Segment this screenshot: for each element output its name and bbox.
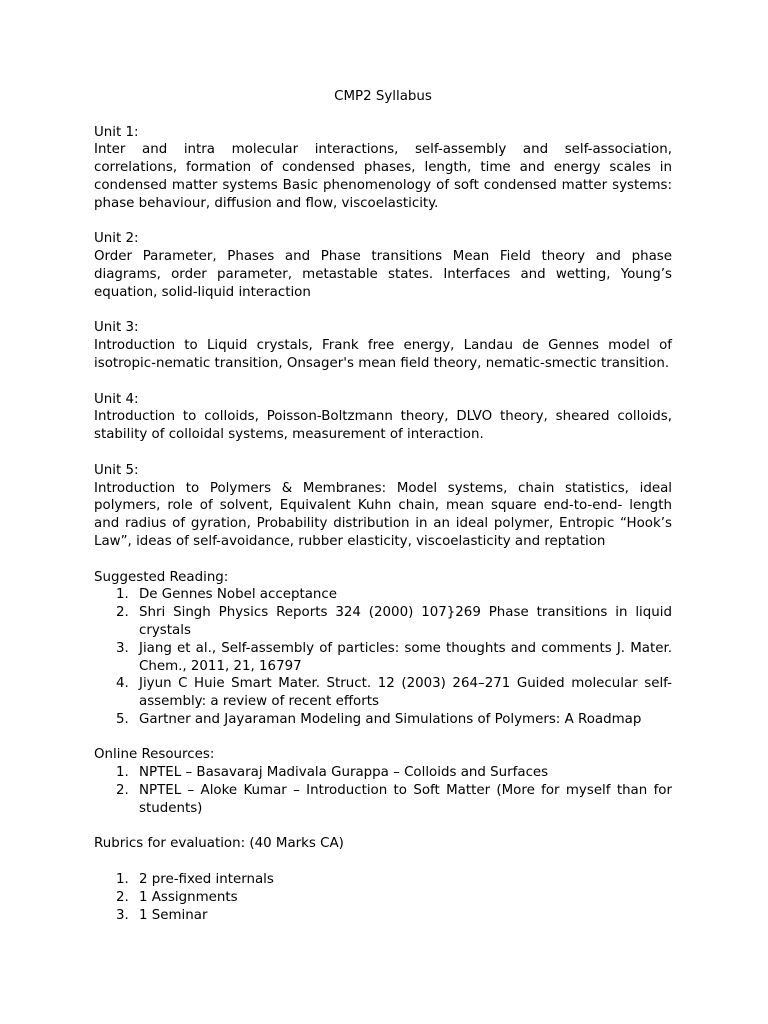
reading-list <box>94 586 672 728</box>
unit-text: Order Parameter, Phases and Phase transitions Mean Field theory and phase diagrams, order parameter, metastable states. Interfaces and wetting, Young’s equation, solid-liquid interaction <box>94 249 672 300</box>
list-number: 1. <box>116 872 129 888</box>
unit-text: Introduction to Polymers & Membranes: Model systems, chain statistics, ideal polymers, role of solvent, Equivalent Kuhn chain, mean square end-to-end- length and radius of gyration, Probability distribution in an ideal polymer, Entropic “Hook’s Law”, ideas of self-avoidance, rubber elasticity, viscoelasticity and reptation <box>94 480 672 549</box>
list-item <box>94 889 672 907</box>
unit-4 <box>94 391 672 444</box>
list-number: 1. <box>116 587 129 603</box>
rubrics <box>94 835 672 924</box>
unit-heading: Unit 5: <box>94 462 139 478</box>
list-item <box>94 586 672 604</box>
unit-2 <box>94 230 672 301</box>
list-item-text: Gartner and Jayaraman Modeling and Simulations of Polymers: A Roadmap <box>139 711 642 727</box>
list-number: 5. <box>116 711 129 727</box>
list-item-text: 2 pre-fixed internals <box>139 872 274 888</box>
rubrics-list <box>94 871 672 924</box>
list-number: 2. <box>116 783 129 799</box>
list-item-text: Shri Singh Physics Reports 324 (2000) 107}269 Phase transitions in liquid crystals <box>139 605 672 638</box>
unit-5 <box>94 462 672 551</box>
list-number: 2. <box>116 889 129 905</box>
resources-list <box>94 764 672 817</box>
list-item-text: NPTEL – Aloke Kumar – Introduction to Soft Matter (More for myself than for students) <box>139 783 672 816</box>
unit-heading: Unit 2: <box>94 231 139 247</box>
unit-1 <box>94 124 672 213</box>
unit-text: Inter and intra molecular interactions, self-assembly and self-association, correlations, formation of condensed phases, length, time and energy scales in condensed matter systems Basic phenomenology of soft condensed matter systems: phase behaviour, diffusion and flow, viscoelasticity. <box>94 142 672 211</box>
document-page <box>94 88 672 924</box>
list-item <box>94 871 672 889</box>
list-item-text: Jiang et al., Self-assembly of particles: some thoughts and comments J. Mater. Chem., 2011, 21, 16797 <box>139 640 672 674</box>
list-number: 3. <box>116 640 129 656</box>
list-number: 3. <box>116 907 129 923</box>
list-number: 2. <box>116 605 129 621</box>
list-item <box>94 782 672 818</box>
list-item <box>94 764 672 782</box>
section-heading: Suggested Reading: <box>94 569 229 585</box>
list-item <box>94 907 672 925</box>
list-number: 1. <box>116 765 129 781</box>
unit-3 <box>94 319 672 372</box>
list-item <box>94 711 672 729</box>
unit-heading: Unit 1: <box>94 124 139 140</box>
list-item-text: 1 Seminar <box>139 907 208 923</box>
document-title: CMP2 Syllabus <box>334 89 432 104</box>
section-heading: Online Resources: <box>94 747 215 763</box>
section-heading: Rubrics for evaluation: (40 Marks CA) <box>94 836 344 852</box>
list-item <box>94 675 672 711</box>
unit-text: Introduction to colloids, Poisson-Boltzmann theory, DLVO theory, sheared colloids, stability of colloidal systems, measurement of interaction. <box>94 409 672 443</box>
list-number: 4. <box>116 676 129 692</box>
unit-heading: Unit 3: <box>94 320 139 336</box>
list-item <box>94 604 672 640</box>
suggested-reading <box>94 569 672 729</box>
list-item-text: Jiyun C Huie Smart Mater. Struct. 12 (2003) 264–271 Guided molecular self-assembly: a review of recent efforts <box>139 676 672 710</box>
unit-text: Introduction to Liquid crystals, Frank free energy, Landau de Gennes model of isotropic-nematic transition, Onsager's mean field theory, nematic-smectic transition. <box>94 338 672 371</box>
online-resources <box>94 746 672 817</box>
list-item-text: De Gennes Nobel acceptance <box>139 587 338 603</box>
list-item <box>94 640 672 676</box>
unit-heading: Unit 4: <box>94 391 139 407</box>
list-item-text: 1 Assignments <box>139 889 238 905</box>
list-item-text: NPTEL – Basavaraj Madivala Gurappa – Colloids and Surfaces <box>139 765 549 781</box>
